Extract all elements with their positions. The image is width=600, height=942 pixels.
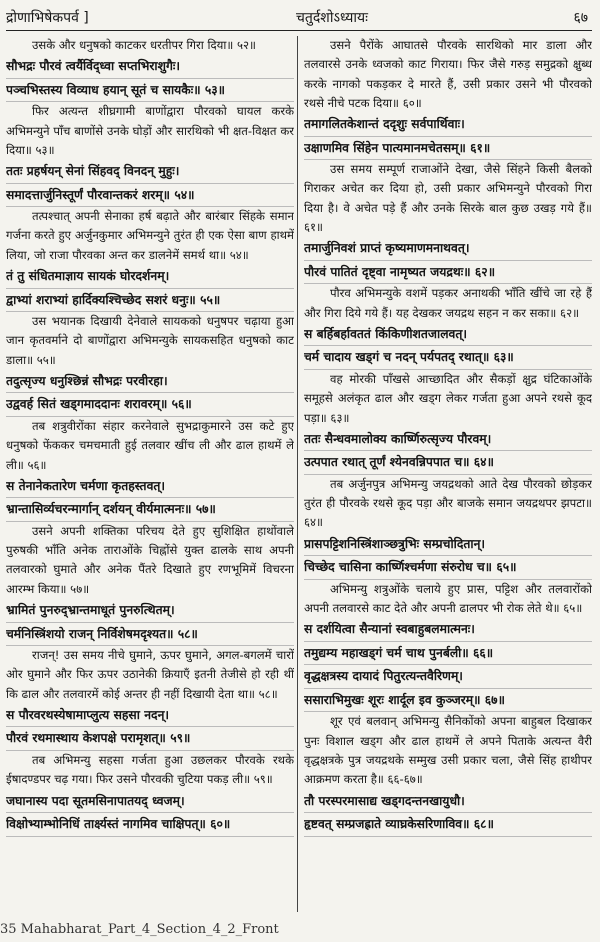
sanskrit-verse-line bbox=[304, 790, 592, 814]
sanskrit-verse-line bbox=[304, 137, 592, 161]
sanskrit-verse-line bbox=[304, 451, 592, 475]
text: तब शत्रुवीरोंका संहार करनेवाले सुभद्राकुमारने उस कटे हुए धनुषको फेंककर चमचमाती हुई तलवार खींच ली और ढाल हाथमें ले ली॥ ५६॥ bbox=[6, 418, 294, 472]
sanskrit-verse-line bbox=[304, 689, 592, 713]
text: चर्म चादाय खड्गं च नदन् पर्यपतद् रथात्॥ ६३॥ bbox=[304, 350, 514, 365]
text: विक्षोभ्याम्भोनिधिं तार्क्ष्यस्तं नागमिव चाक्षिपत्॥ ६०॥ bbox=[6, 817, 231, 832]
sanskrit-verse-line bbox=[6, 79, 294, 103]
translation-paragraph bbox=[6, 36, 294, 55]
text: फिर अत्यन्त शीघ्रगामी बाणोंद्वारा पौरवको घायल करके अभिमन्युने पाँच बाणोंसे उनके घोड़ों और सारथिको भी क्षत-विक्षत कर दिया॥ ५३॥ bbox=[6, 104, 294, 157]
text: द्वाभ्यां शराभ्यां हार्दिक्यश्चिच्छेद सशरं धनुः॥ ५५॥ bbox=[6, 292, 221, 307]
text: उस भयानक दिखायी देनेवाले सायकको धनुषपर चढ़ाया हुआ जान कृतवर्माने दो बाणोंद्वारा अभिमन्युके सायकसहित धनुषको काट डाला॥ ५५॥ bbox=[6, 314, 294, 367]
sanskrit-verse-line bbox=[6, 370, 294, 394]
page-header bbox=[6, 4, 592, 30]
translation-paragraph bbox=[304, 284, 592, 323]
sanskrit-verse-line bbox=[6, 265, 294, 289]
translation-paragraph bbox=[6, 102, 294, 160]
chapter-title: चतुर्दशोऽध्यायः bbox=[296, 10, 368, 26]
translation-paragraph bbox=[304, 580, 592, 619]
text: चिच्छेद चासिना कार्ष्णिश्चर्मणा संरुरोध च॥ ६५॥ bbox=[304, 560, 517, 575]
text: पौरवं पातितं दृष्ट्वा नामृष्यत जयद्रथः॥ ६२॥ bbox=[304, 264, 496, 279]
sanskrit-verse-line bbox=[304, 665, 592, 689]
text: तं तु संधितमाज्ञाय सायकं घोरदर्शनम्। bbox=[6, 269, 170, 284]
text: तौ परस्परमासाद्य खड्गदन्तनखायुधौ। bbox=[304, 793, 465, 808]
left-column bbox=[6, 36, 294, 837]
text: अभिमन्यु शत्रुओंके चलाये हुए प्रास, पट्टिश और तलवारोंको अपनी तलवारसे काट देते और अपनी ढालपर भी रोक लेते थे॥ ६५॥ bbox=[304, 581, 592, 616]
sanskrit-verse-line bbox=[304, 533, 592, 557]
translation-paragraph bbox=[304, 475, 592, 533]
sanskrit-verse-line bbox=[304, 346, 592, 370]
sanskrit-verse-line bbox=[304, 642, 592, 666]
text: स पौरवरथस्येषामाप्लुत्य सहसा नदन्। bbox=[6, 707, 170, 722]
sanskrit-verse-line bbox=[6, 704, 294, 728]
section-title: द्रोणाभिषेकपर्व ] bbox=[6, 10, 89, 26]
sanskrit-verse-line bbox=[6, 790, 294, 814]
translation-paragraph bbox=[6, 417, 294, 475]
sanskrit-verse-line bbox=[304, 618, 592, 642]
text: समादत्तार्जुनिस्तूर्णं पौरवान्तकरं शरम्॥ ५४॥ bbox=[6, 187, 195, 202]
sanskrit-verse-line bbox=[304, 556, 592, 580]
text: उसने अपनी शक्तिका परिचय देते हुए सुशिक्षित हाथोंवाले पुरुषकी भाँति अनेक ताराओंके चिह्नोंसे युक्त ढालके साथ अपनी तलवारको घुमाते और अनेक पैंतरे दिखाते हुए रणभूमिमें विचरना आरम्भ किया॥ ५७॥ bbox=[6, 523, 294, 596]
sanskrit-verse-line bbox=[6, 184, 294, 208]
sanskrit-verse-line bbox=[304, 237, 592, 261]
sanskrit-verse-line bbox=[304, 323, 592, 347]
text: ततः सैन्धवमालोक्य कार्ष्णिरुत्सृज्य पौरवम्। bbox=[304, 431, 492, 446]
text: उस समय सम्पूर्ण राजाओंने देखा, जैसे सिंहने किसी बैलको गिराकर अचेत कर दिया हो, उसी प्रकार अभिमन्युने पौरवको गिरा दिया है। वे अचेत पड़े हैं और उनके सिरके बाल कुछ उखड़ गये हैं॥ ६१॥ bbox=[304, 162, 592, 235]
sanskrit-verse-line bbox=[6, 55, 294, 79]
text: तमागलितकेशान्तं ददृशुः सर्वपार्थिवाः। bbox=[304, 117, 465, 132]
sanskrit-verse-line bbox=[6, 599, 294, 623]
text: वह मोरकी पाँखसे आच्छादित और सैकड़ों क्षुद्र घंटिकाओंके समूहसे अलंकृत ढाल और खड्ग लेकर गर्जता हुआ अपने रथसे कूद पड़ा॥ ६३॥ bbox=[304, 371, 592, 425]
translation-paragraph bbox=[6, 312, 294, 370]
translation-paragraph bbox=[304, 160, 592, 237]
translation-paragraph bbox=[304, 712, 592, 789]
text: तब अभिमन्यु सहसा गर्जता हुआ उछलकर पौरवके रथके ईषादण्डपर चढ़ गया। फिर उसने पौरवकी चुटिया पकड़ ली॥ ५९॥ bbox=[6, 752, 294, 787]
right-column bbox=[304, 36, 592, 837]
text: राजन्! उस समय नीचे घुमाने, ऊपर घुमाने, अगल-बगलमें चारों ओर घुमाने और फिर ऊपर उठानेकी क्रियाएँ इतनी तेजीसे हो रही थीं कि ढाल और तलवारमें कोई अन्तर ही नहीं दिखायी देता था॥ ५८॥ bbox=[6, 648, 294, 701]
text: तत्पश्चात् अपनी सेनाका हर्ष बढ़ाते और बारंबार सिंहके समान गर्जना करते हुए अर्जुनकुमार अभिमन्युने तुरंत ही एक ऐसा बाण हाथमें लिया, जो राजा पौरवका अन्त कर डालनेमें समर्थ था॥ ५४॥ bbox=[6, 209, 294, 262]
sanskrit-verse-line bbox=[304, 428, 592, 452]
sanskrit-verse-line bbox=[304, 261, 592, 285]
text: तमुद्यम्य महाखड्गं चर्म चाथ पुनर्बली॥ ६६॥ bbox=[304, 645, 494, 660]
sanskrit-verse-line bbox=[6, 623, 294, 647]
text: उद्ववर्ह सितं खड्गमाददानः शरावरम्॥ ५६॥ bbox=[6, 397, 192, 412]
page-number: ६७ bbox=[573, 10, 588, 26]
text: पौरवं रथमास्थाय केशपक्षे परामृशत्॥ ५९॥ bbox=[6, 731, 191, 746]
text: तमार्जुनिवशं प्राप्तं कृष्यमाणमनाथवत्। bbox=[304, 241, 470, 256]
sanskrit-verse-line bbox=[6, 727, 294, 751]
translation-paragraph bbox=[6, 646, 294, 704]
text: ततः प्रहर्षयन् सेनां सिंहवद् विनदन् मुहुः। bbox=[6, 164, 180, 179]
translation-paragraph bbox=[6, 522, 294, 599]
sanskrit-verse-line bbox=[6, 475, 294, 499]
sanskrit-verse-line bbox=[304, 813, 592, 837]
sanskrit-verse-line bbox=[6, 289, 294, 313]
text: जघानास्य पदा सूतमसिनापातयद् ध्वजम्। bbox=[6, 793, 185, 808]
text: उक्षाणमिव सिंहेन पात्यमानमचेतसम्॥ ६१॥ bbox=[304, 140, 491, 155]
text: भ्रामितं पुनरुद्भ्रान्तमाधूतं पुनरुत्थितम्। bbox=[6, 603, 175, 618]
text: तब अर्जुनपुत्र अभिमन्यु जयद्रथको आते देख पौरवको छोड़कर तुरंत ही पौरवके रथसे कूद पड़ा और बाजके समान जयद्रथपर झपटा॥ ६४॥ bbox=[304, 476, 592, 530]
text: पञ्चभिस्तस्य विव्याध हयान् सूतं च सायकैः॥ ५३॥ bbox=[6, 82, 225, 97]
translation-paragraph bbox=[6, 751, 294, 790]
text: तदुत्सृज्य धनुश्छिन्नं सौभद्रः परवीरहा। bbox=[6, 373, 168, 388]
column-divider bbox=[297, 36, 298, 912]
text: स दर्शयित्वा सैन्यानां स्वबाहुबलमात्मनः। bbox=[304, 622, 475, 637]
text: स तेनानेकतारेण चर्मणा कृतहस्तवत्। bbox=[6, 478, 166, 493]
header-rule bbox=[6, 30, 592, 31]
text: उसने पैरोंके आघातसे पौरवके सारथिको मार डाला और तलवारसे उनके ध्वजको काट गिराया। फिर जैसे गरुड़ समुद्रको क्षुब्ध करके नागको पकड़कर दे मारते हैं, उसी प्रकार उसने भी पौरवको रथसे नीचे पटक दिया॥ ६०॥ bbox=[304, 38, 592, 110]
text: पौरव अभिमन्युके वशमें पड़कर अनाथकी भाँति खींचे जा रहे हैं और गिरा दिये गये हैं। यह देखकर जयद्रथ सहन न कर सका॥ ६२॥ bbox=[304, 286, 592, 320]
text: उत्पपात रथात् तूर्णं श्येनवन्निपपात च॥ ६४॥ bbox=[304, 455, 494, 470]
sanskrit-verse-line bbox=[304, 113, 592, 137]
sanskrit-verse-line bbox=[6, 813, 294, 837]
text: भ्रान्तासिर्व्यचरन्मार्गान् दर्शयन् वीर्यमात्मनः॥ ५७॥ bbox=[6, 502, 216, 517]
sanskrit-verse-line bbox=[6, 160, 294, 184]
translation-paragraph bbox=[304, 370, 592, 428]
text: हृष्टवत् सम्प्रजह्राते व्याघ्रकेसरिणाविव॥ ६८॥ bbox=[304, 817, 494, 832]
text: चर्मनिस्त्रिंशयो राजन् निर्विशेषमदृश्यत॥ ५८॥ bbox=[6, 626, 198, 641]
translation-paragraph bbox=[304, 36, 592, 113]
text: वृद्धक्षत्रस्य दायादं पितुरत्यन्तवैरिणम्। bbox=[304, 669, 463, 684]
sanskrit-verse-line bbox=[6, 393, 294, 417]
footer-caption: 35 Mahabharat_Part_4_Section_4_2_Front bbox=[0, 922, 279, 937]
text: स बर्हिबर्हावततं किंकिणीशतजालवत्। bbox=[304, 326, 468, 341]
sanskrit-verse-line bbox=[6, 498, 294, 522]
text: सौभद्रः पौरवं त्वर्यैर्विद्ध्वा सप्तभिराशुगैः। bbox=[6, 59, 181, 74]
text: शूर एवं बलवान् अभिमन्यु सैनिकोंको अपना बाहुबल दिखाकर पुनः विशाल खड्ग और ढाल हाथमें ले अपने पिताके अत्यन्त वैरी वृद्धक्षत्रके पुत्र जयद्रथके सम्मुख उसी प्रकार चला, जैसे सिंह हाथीपर आक्रमण करता है॥ ६६-६७॥ bbox=[304, 714, 592, 787]
text: उसके और धनुषको काटकर धरतीपर गिरा दिया॥ ५२॥ bbox=[32, 38, 256, 52]
text: ससाराभिमुखः शूरः शार्दूल इव कुञ्जरम्॥ ६७॥ bbox=[304, 692, 505, 707]
text: प्रासपट्टिशनिस्त्रिंशाञ्छत्रुभिः सम्प्रचोदितान्। bbox=[304, 536, 486, 551]
translation-paragraph bbox=[6, 207, 294, 265]
